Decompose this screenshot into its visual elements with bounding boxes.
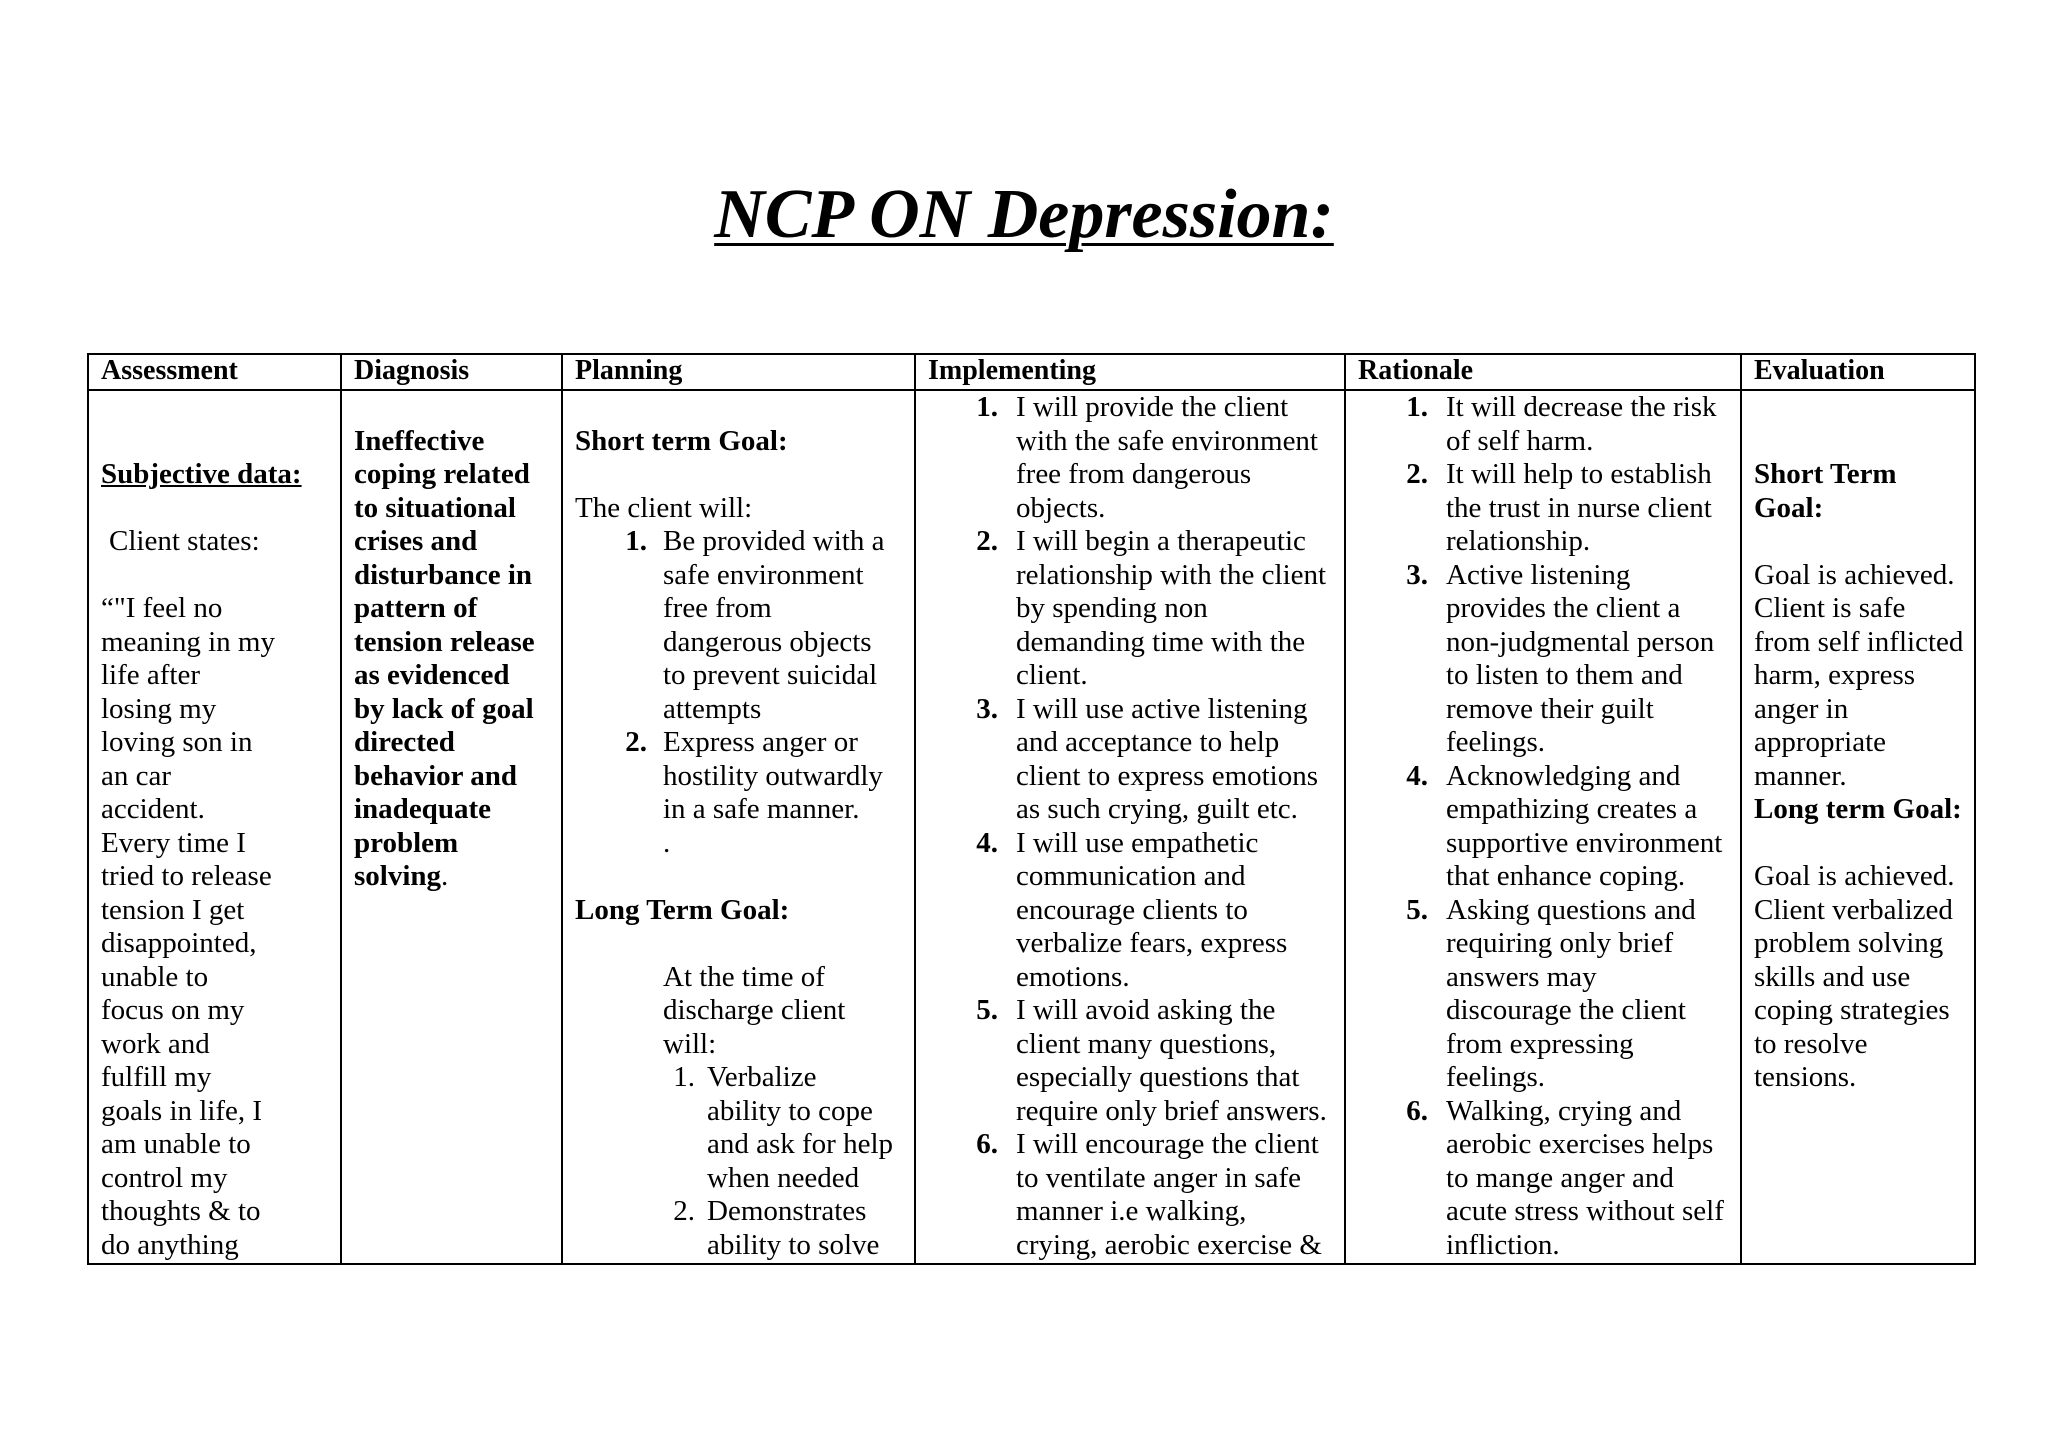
- item-line: to listen to them and: [1446, 659, 1683, 691]
- item-number: 4.: [976, 826, 998, 859]
- statement-line: Every time I: [101, 826, 246, 859]
- item-line: I will use empathetic: [1016, 826, 1259, 859]
- item-line: the trust in nurse client: [1446, 491, 1712, 524]
- short-term-intro: The client will:: [575, 491, 753, 524]
- long-term-intro: [575, 961, 904, 1062]
- item-line: safe environment: [663, 558, 864, 591]
- statement-line: life after: [101, 659, 201, 691]
- list-item: [928, 827, 1334, 995]
- diagnosis-line: pattern of: [354, 592, 478, 624]
- statement-line: fulfill my: [101, 1061, 212, 1093]
- item-line: remove their guilt: [1446, 692, 1654, 725]
- item-line: client many questions,: [1016, 1027, 1277, 1060]
- eval-line: skills and use: [1754, 960, 1911, 993]
- item-line: Walking, crying and: [1446, 1094, 1682, 1127]
- item-line: relationship with the client: [1016, 558, 1327, 591]
- statement-line: losing my: [101, 692, 217, 725]
- header-implementing: Implementing: [915, 354, 1345, 390]
- item-line: when needed: [707, 1161, 860, 1194]
- eval-long-heading: Long term Goal:: [1754, 793, 1962, 825]
- implementing-cell: [915, 390, 1345, 1264]
- item-line: I will encourage the client: [1016, 1128, 1319, 1160]
- item-number: 6.: [976, 1128, 998, 1160]
- eval-short-heading: Goal:: [1754, 491, 1824, 524]
- eval-line: problem solving: [1754, 927, 1944, 959]
- header-evaluation: Evaluation: [1741, 354, 1975, 390]
- item-number: 1.: [673, 1061, 695, 1093]
- diagnosis-line: coping related: [354, 458, 530, 490]
- list-item: [575, 726, 904, 827]
- diagnosis-period: .: [441, 860, 449, 892]
- item-line: relationship.: [1446, 525, 1591, 557]
- item-line: Acknowledging and: [1446, 759, 1681, 792]
- eval-line: anger in: [1754, 692, 1849, 725]
- page-title: NCP ON Depression:: [714, 176, 1334, 253]
- item-line: provides the client a: [1446, 592, 1681, 624]
- statement-line: am unable to: [101, 1128, 251, 1160]
- assessment-cell: [88, 390, 341, 1264]
- list-item: [928, 693, 1334, 827]
- eval-line: Goal is achieved.: [1754, 860, 1955, 892]
- item-number: 1.: [976, 391, 998, 423]
- statement-line: an car: [101, 759, 172, 792]
- item-line: hostility outwardly: [663, 759, 883, 792]
- item-line: free from: [663, 592, 772, 624]
- long-term-goal-list: [575, 1061, 904, 1262]
- eval-line: Goal is achieved.: [1754, 558, 1955, 591]
- item-line: empathizing creates a: [1446, 793, 1698, 825]
- list-item: [575, 525, 904, 726]
- short-term-goal-heading: Short term Goal:: [575, 424, 788, 457]
- header-assessment: Assessment: [88, 354, 341, 390]
- list-item: [1358, 1095, 1730, 1263]
- item-line: and acceptance to help: [1016, 726, 1280, 758]
- list-item: [928, 994, 1334, 1128]
- item-line: objects.: [1016, 491, 1106, 524]
- eval-line: appropriate: [1754, 726, 1887, 758]
- item-number: 1.: [1406, 391, 1428, 423]
- item-line: demanding time with the: [1016, 625, 1306, 658]
- item-line: crying, aerobic exercise &: [1016, 1228, 1322, 1261]
- item-line: It will decrease the risk: [1446, 391, 1717, 423]
- list-item: [928, 1128, 1334, 1262]
- item-line: client to express emotions: [1016, 759, 1319, 792]
- care-plan-table: [87, 353, 1976, 1265]
- item-line: Verbalize: [707, 1061, 817, 1093]
- implementing-list: [928, 391, 1334, 1262]
- item-line: verbalize fears, express: [1016, 927, 1288, 959]
- rationale-list: [1358, 391, 1730, 1262]
- item-line: It will help to establish: [1446, 458, 1712, 490]
- item-line: discourage the client: [1446, 994, 1686, 1026]
- eval-line: from self inflicted: [1754, 625, 1964, 658]
- list-item: [1358, 894, 1730, 1095]
- header-rationale: Rationale: [1345, 354, 1741, 390]
- diagnosis-line: disturbance in: [354, 558, 533, 591]
- diagnosis-line: problem: [354, 826, 459, 859]
- item-line: I will use active listening: [1016, 692, 1308, 725]
- item-line: Demonstrates: [707, 1195, 867, 1227]
- item-number: 2.: [1406, 458, 1428, 490]
- item-line: require only brief answers.: [1016, 1094, 1327, 1127]
- item-line: and ask for help: [707, 1128, 894, 1160]
- item-line: requiring only brief: [1446, 927, 1674, 959]
- item-line: Express anger or: [663, 726, 858, 758]
- item-number: 2.: [673, 1195, 695, 1227]
- item-line: Be provided with a: [663, 525, 885, 557]
- item-line: that enhance coping.: [1446, 860, 1686, 892]
- statement-line: loving son in: [101, 726, 253, 758]
- eval-short-text: [1754, 559, 1964, 794]
- list-item: [575, 1061, 904, 1195]
- statement-line: unable to: [101, 960, 209, 993]
- statement-line: tension I get: [101, 893, 245, 926]
- list-item: [928, 525, 1334, 693]
- item-number: 3.: [1406, 558, 1428, 591]
- diagnosis-line: to situational: [354, 491, 516, 524]
- item-line: supportive environment: [1446, 826, 1723, 859]
- eval-line: to resolve: [1754, 1027, 1868, 1060]
- item-number: 4.: [1406, 759, 1428, 792]
- item-number: 5.: [976, 994, 998, 1026]
- eval-short-heading: Short Term: [1754, 458, 1897, 490]
- item-number: 6.: [1406, 1094, 1428, 1127]
- header-diagnosis: Diagnosis: [341, 354, 562, 390]
- statement-line: goals in life, I: [101, 1094, 263, 1127]
- eval-long-text: [1754, 860, 1964, 1095]
- item-line: acute stress without self: [1446, 1195, 1724, 1227]
- header-planning: Planning: [562, 354, 915, 390]
- eval-line: Client verbalized: [1754, 893, 1953, 926]
- statement-line: tried to release: [101, 860, 272, 892]
- item-line: communication and: [1016, 860, 1246, 892]
- list-item: [1358, 760, 1730, 894]
- statement-line: do anything: [101, 1228, 239, 1261]
- eval-line: Client is safe: [1754, 592, 1906, 624]
- item-line: Active listening: [1446, 558, 1631, 591]
- list-item: [1358, 391, 1730, 458]
- item-line: feelings.: [1446, 1061, 1546, 1093]
- item-line: answers may: [1446, 960, 1597, 993]
- stray-dot: .: [663, 826, 671, 859]
- diagnosis-line: by lack of goal: [354, 692, 534, 725]
- item-line: non-judgmental person: [1446, 625, 1715, 658]
- item-number: 5.: [1406, 893, 1428, 926]
- diagnosis-last-word: solving: [354, 860, 442, 892]
- diagnosis-line: [354, 860, 551, 894]
- diagnosis-cell: [341, 390, 562, 1264]
- eval-line: tensions.: [1754, 1061, 1857, 1093]
- item-line: I will provide the client: [1016, 391, 1289, 423]
- list-item: [575, 1195, 904, 1262]
- content-row: [88, 390, 1975, 1264]
- item-line: encourage clients to: [1016, 893, 1248, 926]
- list-item: [1358, 458, 1730, 559]
- item-line: infliction.: [1446, 1228, 1560, 1261]
- diagnosis-line: directed: [354, 726, 455, 758]
- item-line: Asking questions and: [1446, 893, 1696, 926]
- item-line: by spending non: [1016, 592, 1208, 624]
- evaluation-cell: [1741, 390, 1975, 1264]
- item-number: 1.: [625, 525, 647, 557]
- item-number: 3.: [976, 692, 998, 725]
- subjective-data-heading: Subjective data:: [101, 458, 302, 490]
- intro-line: At the time of: [663, 960, 825, 993]
- eval-line: harm, express: [1754, 659, 1916, 691]
- list-item: [1358, 559, 1730, 760]
- item-line: client.: [1016, 659, 1088, 691]
- item-line: feelings.: [1446, 726, 1546, 758]
- list-item: [928, 391, 1334, 525]
- item-number: 2.: [976, 525, 998, 557]
- intro-line: discharge client: [663, 994, 846, 1026]
- item-line: from expressing: [1446, 1027, 1634, 1060]
- diagnosis-line: Ineffective: [354, 424, 485, 457]
- item-line: free from dangerous: [1016, 458, 1252, 490]
- short-term-goal-list: [575, 525, 904, 827]
- item-line: attempts: [663, 692, 762, 725]
- item-line: with the safe environment: [1016, 424, 1318, 457]
- item-line: dangerous objects: [663, 625, 872, 658]
- statement-line: thoughts & to: [101, 1195, 261, 1227]
- header-row: [88, 354, 1975, 390]
- item-line: of self harm.: [1446, 424, 1594, 457]
- diagnosis-line: as evidenced: [354, 659, 510, 691]
- item-line: as such crying, guilt etc.: [1016, 793, 1298, 825]
- item-line: in a safe manner.: [663, 793, 860, 825]
- diagnosis-line: crises and: [354, 525, 478, 557]
- eval-line: manner.: [1754, 759, 1847, 792]
- item-line: ability to solve: [707, 1228, 880, 1261]
- eval-line: coping strategies: [1754, 994, 1950, 1026]
- item-line: ability to cope: [707, 1094, 873, 1127]
- client-states-label: Client states:: [109, 525, 260, 557]
- statement-line: work and: [101, 1027, 210, 1060]
- planning-cell: [562, 390, 915, 1264]
- item-line: especially questions that: [1016, 1061, 1300, 1093]
- diagnosis-line: inadequate: [354, 793, 491, 825]
- item-line: I will begin a therapeutic: [1016, 525, 1306, 557]
- statement-line: disappointed,: [101, 927, 257, 959]
- statement-line: accident.: [101, 793, 205, 825]
- rationale-cell: [1345, 390, 1741, 1264]
- item-line: to mange anger and: [1446, 1161, 1674, 1194]
- statement-line: “"I feel no: [101, 592, 223, 624]
- item-line: aerobic exercises helps: [1446, 1128, 1714, 1160]
- item-line: emotions.: [1016, 960, 1130, 993]
- item-line: to ventilate anger in safe: [1016, 1161, 1302, 1194]
- diagnosis-line: tension release: [354, 625, 535, 658]
- client-statement: [101, 592, 330, 1262]
- nursing-diagnosis: [354, 425, 551, 894]
- intro-line: will:: [663, 1027, 717, 1060]
- item-line: I will avoid asking the: [1016, 994, 1276, 1026]
- diagnosis-line: behavior and: [354, 759, 518, 792]
- item-line: to prevent suicidal: [663, 659, 878, 691]
- statement-line: focus on my: [101, 994, 245, 1026]
- item-number: 2.: [625, 726, 647, 758]
- statement-line: meaning in my: [101, 625, 275, 658]
- long-term-goal-heading: Long Term Goal:: [575, 893, 790, 926]
- item-line: manner i.e walking,: [1016, 1195, 1247, 1227]
- statement-line: control my: [101, 1161, 228, 1194]
